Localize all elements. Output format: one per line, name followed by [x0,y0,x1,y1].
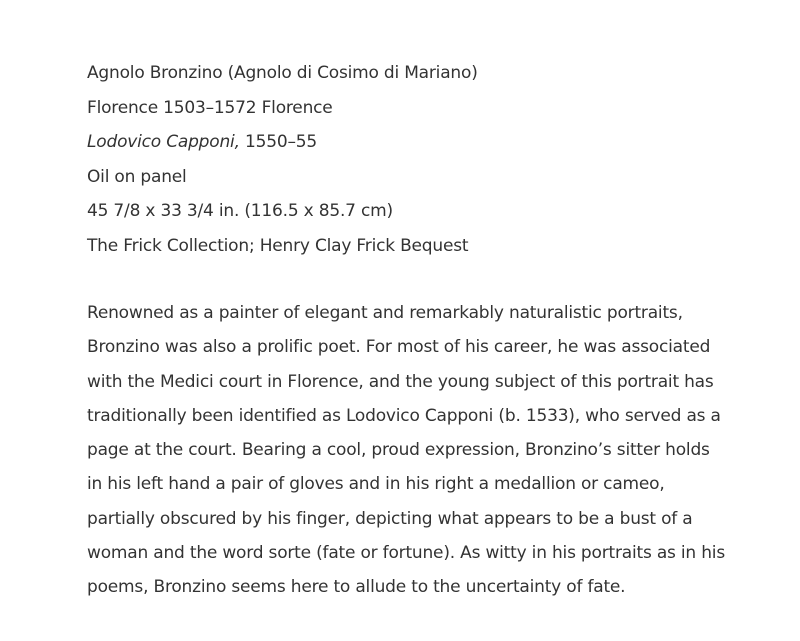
artwork-title: Lodovico Capponi, [87,132,240,152]
description-line: traditionally been identified as Lodovico Capponi (b. 1533), who served as a [87,405,721,426]
artwork-label [87,56,747,605]
artwork-dimensions: 45 7/8 x 33 3/4 in. (116.5 x 85.7 cm) [87,201,393,221]
artwork-date: 1550–55 [239,132,317,152]
description-line: poems, Bronzino seems here to allude to the uncertainty of fate. [87,577,626,598]
artist-life: Florence 1503–1572 Florence [87,97,333,118]
artwork-medium: Oil on panel [87,166,187,187]
description-line: woman and the word sorte (fate or fortune). As witty in his portraits as in his [87,543,725,564]
description-line: in his left hand a pair of gloves and in his right a medallion or cameo, [87,474,665,495]
artwork-collection: The Frick Collection; Henry Clay Frick Bequest [87,235,469,256]
description-line: Renowned as a painter of elegant and remarkably naturalistic portraits, [87,303,683,323]
description-line: Bronzino was also a prolific poet. For most of his career, he was associated [87,337,711,358]
artwork-title-date [87,125,747,160]
artwork-description [87,296,747,605]
description-line: partially obscured by his finger, depicting what appears to be a bust of a [87,508,693,529]
artist-name: Agnolo Bronzino (Agnolo di Cosimo di Mariano) [87,63,478,83]
artwork-caption [87,56,747,263]
description-line: page at the court. Bearing a cool, proud expression, Bronzino’s sitter holds [87,440,710,461]
description-line: with the Medici court in Florence, and the young subject of this portrait has [87,371,714,392]
